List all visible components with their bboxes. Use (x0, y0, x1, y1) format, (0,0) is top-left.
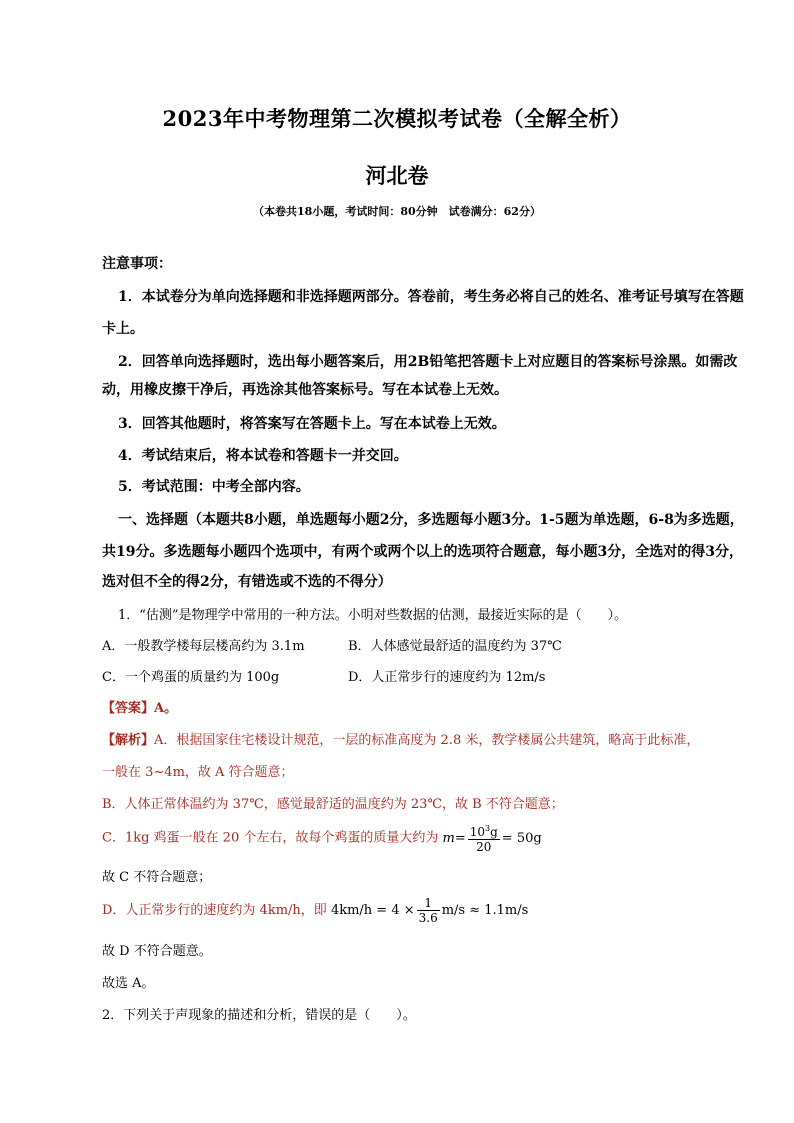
speed-result: m/s ≈ 1.1m/s (441, 903, 529, 918)
numerator-unit: g (490, 825, 498, 839)
exam-meta: （本卷共18小题，考试时间：80分钟 试卷满分：62分） (253, 205, 541, 218)
page-subtitle: 河北卷 (365, 163, 429, 188)
question-1-option-a: A．一般教学楼每层楼高约为 3.1m (102, 639, 305, 654)
page-title: 2023年中考物理第二次模拟考试卷（全解全析） (162, 106, 632, 131)
note-item-4: 4．考试结束后，将本试卷和答题卡一并交回。 (118, 448, 408, 464)
question-1-analysis-a-line-1 (102, 729, 699, 748)
question-1-analysis-d-conclusion: 故 D 不符合题意。 (102, 944, 212, 959)
speed-expression: 4km/h = 4 × (330, 903, 415, 918)
notes-heading: 注意事项： (102, 256, 172, 272)
question-1-answer: 【答案】A。 (102, 701, 178, 716)
section-heading-line-3: 选对但不全的得2分，有错选或不选的不得分） (102, 574, 392, 590)
equals-sign: = (454, 830, 466, 846)
question-2-stem: 2．下列关于声现象的描述和分析，错误的是（ ）。 (102, 1008, 416, 1023)
numerator-exponent: 3 (485, 824, 491, 833)
question-1-option-c: C．一个鸡蛋的质量约为 100g (102, 670, 280, 685)
question-1-analysis-a-line-2: 一般在 3~4m，故 A 符合题意； (102, 765, 294, 780)
note-item-2-line-1: 2．回答单向选择题时，选出每小题答案后，用2B铅笔把答题卡上对应题目的答案标号涂黑。如需改 (118, 354, 738, 370)
section-heading-line-1: 一、选择题（本题共8小题，单选题每小题2分，多选题每小题3分。1-5题为单选题，6-8为多选题， (118, 512, 744, 528)
question-1-conclusion: 故选 A。 (102, 976, 155, 991)
section-heading-line-2: 共19分。多选题每小题四个选项中，有两个或两个以上的选项符合题意，每小题3分，全选对的得3分， (102, 544, 743, 560)
mass-result: = 50g (501, 830, 542, 846)
question-1-analysis-d (102, 896, 528, 925)
speed-formula (330, 896, 529, 925)
mass-formula (442, 824, 542, 854)
question-1-stem: 1．“估测”是物理学中常用的一种方法。小明对些数据的估测，最接近实际的是（ ）。 (118, 608, 628, 623)
mass-fraction (468, 822, 500, 854)
analysis-a-text: A．根据国家住宅楼设计规范，一层的标准高度为 2.8 米，教学楼属公共建筑，略高于此标准， (154, 733, 700, 748)
analysis-c-text: C．1kg 鸡蛋一般在 20 个左右，故每个鸡蛋的质量大约为 (102, 830, 439, 846)
mass-fraction-numerator (468, 822, 500, 840)
analysis-d-text: D．人正常步行的速度约为 4km/h，即 (102, 903, 327, 918)
question-1-analysis-c (102, 822, 542, 854)
note-item-2-line-2: 动，用橡皮擦干净后，再选涂其他答案标号。写在本试卷上无效。 (102, 382, 508, 398)
mass-symbol: m (442, 830, 455, 846)
speed-fraction-denominator: 3.6 (418, 911, 438, 925)
speed-fraction-numerator: 1 (417, 896, 440, 911)
question-1-option-d: D．人正常步行的速度约为 12m/s (348, 670, 546, 685)
analysis-label: 【解析】 (102, 733, 155, 748)
mass-fraction-denominator: 20 (476, 840, 492, 854)
note-item-1-line-2: 卡上。 (102, 321, 144, 337)
note-item-5: 5．考试范围：中考全部内容。 (118, 479, 310, 495)
note-item-3: 3．回答其他题时，将答案写在答题卡上。写在本试卷上无效。 (118, 416, 506, 432)
numerator-base: 10 (469, 825, 486, 839)
note-item-1-line-1: 1．本试卷分为单向选择题和非选择题两部分。答卷前，考生务必将自己的姓名、准考证号填写在答题 (118, 289, 744, 305)
speed-fraction (417, 896, 440, 925)
question-1-analysis-c-conclusion: 故 C 不符合题意； (102, 870, 212, 885)
question-1-analysis-b: B．人体正常体温约为 37℃，感觉最舒适的温度约为 23℃，故 B 不符合题意； (102, 797, 564, 812)
question-1-option-b: B．人体感觉最舒适的温度约为 37℃ (348, 639, 562, 654)
